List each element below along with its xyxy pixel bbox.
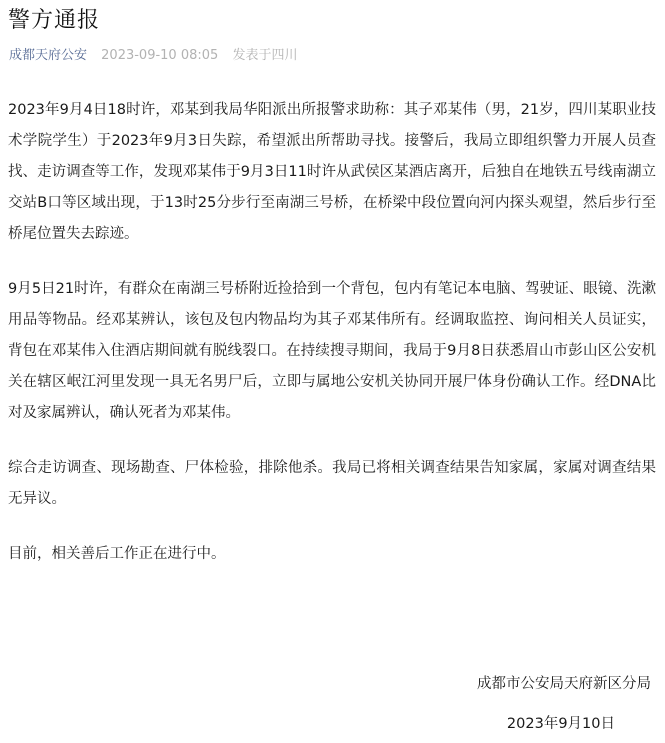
paragraph: 2023年9月4日18时许，邓某到我局华阳派出所报警求助称：其子邓某伟（男，21岁，四川某职业技术学院学生）于2023年9月3日失踪，希望派出所帮助寻找。接警后，我局立即组织警力开展人员查找、走访调查等工作，发现邓某伟于9月3日11时许从武侯区某酒店离开，后独自在地铁五号线南湖立交站B口等区域出现，于13时25分步行至南湖三号桥，在桥梁中段位置向河内探头观望，然后步行至桥尾位置失去踪迹。	[8, 102, 656, 242]
article-meta	[9, 46, 297, 66]
author-link[interactable]: 成都天府公安	[9, 48, 88, 63]
article-body	[8, 95, 656, 594]
signature-date: 2023年9月10日	[506, 716, 615, 732]
publish-location: 发表于四川	[232, 48, 298, 63]
paragraph: 9月5日21时许，有群众在南湖三号桥附近捡拾到一个背包，包内有笔记本电脑、驾驶证、眼镜、洗漱用品等物品。经邓某辨认，该包及包内物品均为其子邓某伟所有。经调取监控、询问相关人员证实，背包在邓某伟入住酒店期间就有脱线裂口。在持续搜寻期间，我局于9月8日获悉眉山市彭山区公安机关在辖区岷江河里发现一具无名男尸后，立即与属地公安机关协同开展尸体身份确认工作。经DNA比对及家属辨认，确认死者为邓某伟。	[8, 281, 656, 421]
signature-org: 成都市公安局天府新区分局	[477, 676, 651, 692]
paragraph: 目前，相关善后工作正在进行中。	[8, 546, 226, 562]
article-title: 警方通报	[8, 8, 101, 33]
paragraph: 综合走访调查、现场勘查、尸体检验，排除他杀。我局已将相关调查结果告知家属，家属对调查结果无异议。	[8, 460, 656, 507]
publish-time: 2023-09-10 08:05	[101, 48, 219, 63]
